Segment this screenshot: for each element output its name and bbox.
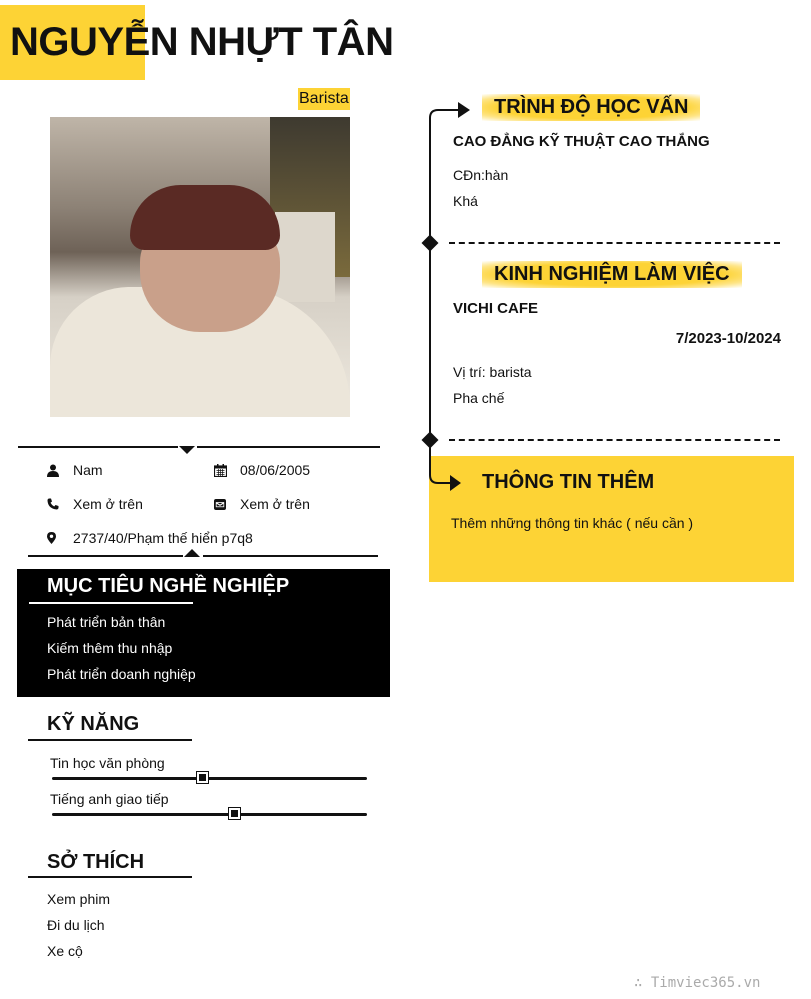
divider: [18, 446, 178, 448]
section-title-career-goals: MỤC TIÊU NGHỀ NGHIỆP: [47, 575, 290, 597]
experience-position: Vị trí: barista: [453, 364, 532, 380]
education-school: CAO ĐẲNG KỸ THUẬT CAO THẮNG: [453, 133, 710, 150]
education-grade: Khá: [453, 193, 478, 209]
section-underline: [29, 602, 193, 604]
timeline-line: [429, 126, 431, 443]
info-email: Xem ở trên: [214, 495, 310, 513]
arrow-right-icon: [420, 98, 480, 128]
section-underline: [28, 876, 192, 878]
info-gender: Nam: [47, 461, 103, 479]
photo-background-stand: [275, 212, 335, 302]
hobby-item: Xem phim: [47, 891, 111, 907]
career-goal-item: Phát triển doanh nghiệp: [47, 666, 196, 682]
skill-slider-track: [52, 777, 367, 780]
map-marker-icon: [47, 532, 73, 544]
skill-label: Tin học văn phòng: [50, 755, 165, 771]
hobby-item: Đi du lịch: [47, 917, 105, 933]
skill-slider-track: [52, 813, 367, 816]
skill-slider-thumb[interactable]: [197, 772, 208, 783]
experience-description: Pha chế: [453, 390, 505, 406]
info-address: 2737/40/Phạm thế hiển p7q8: [47, 529, 253, 547]
divider: [203, 555, 378, 557]
dashed-divider: [449, 439, 780, 441]
experience-period: 7/2023-10/2024: [675, 330, 781, 347]
career-goals-section: [17, 569, 390, 697]
section-title-education: TRÌNH ĐỘ HỌC VẤN: [482, 94, 700, 121]
photo-hair: [130, 185, 280, 250]
watermark: ∴ Timviec365.vn: [634, 975, 761, 991]
envelope-icon: [214, 499, 240, 510]
triangle-down-icon: [179, 446, 195, 454]
skill-slider-thumb[interactable]: [229, 808, 240, 819]
info-phone: Xem ở trên: [47, 495, 143, 513]
candidate-name: NGUYỄN NHỰT TÂN: [10, 20, 394, 64]
experience-company: VICHI CAFE: [453, 300, 539, 317]
skill-label: Tiếng anh giao tiếp: [50, 791, 169, 807]
arrow-right-icon: [420, 440, 470, 496]
dashed-divider: [449, 242, 780, 244]
section-underline: [28, 739, 192, 741]
career-goal-item: Kiếm thêm thu nhập: [47, 640, 173, 656]
profile-photo: [50, 117, 350, 417]
divider: [197, 446, 380, 448]
phone-icon: [47, 498, 73, 510]
calendar-icon: [214, 464, 240, 477]
job-title: Barista: [298, 88, 350, 110]
timeline-diamond-icon: [422, 235, 439, 252]
section-title-skills: KỸ NĂNG: [47, 713, 140, 735]
education-major: CĐn:hàn: [453, 167, 509, 183]
section-title-experience: KINH NGHIỆM LÀM VIỆC: [482, 261, 742, 288]
info-birthday: 08/06/2005: [214, 461, 310, 479]
hobby-item: Xe cộ: [47, 943, 83, 959]
additional-info-text: Thêm những thông tin khác ( nếu cần ): [451, 515, 694, 531]
divider: [28, 555, 183, 557]
career-goal-item: Phát triển bản thân: [47, 614, 166, 630]
section-title-additional-info: THÔNG TIN THÊM: [482, 471, 655, 493]
user-icon: [47, 464, 73, 477]
triangle-up-icon: [184, 549, 200, 557]
section-title-hobbies: SỞ THÍCH: [47, 851, 145, 873]
